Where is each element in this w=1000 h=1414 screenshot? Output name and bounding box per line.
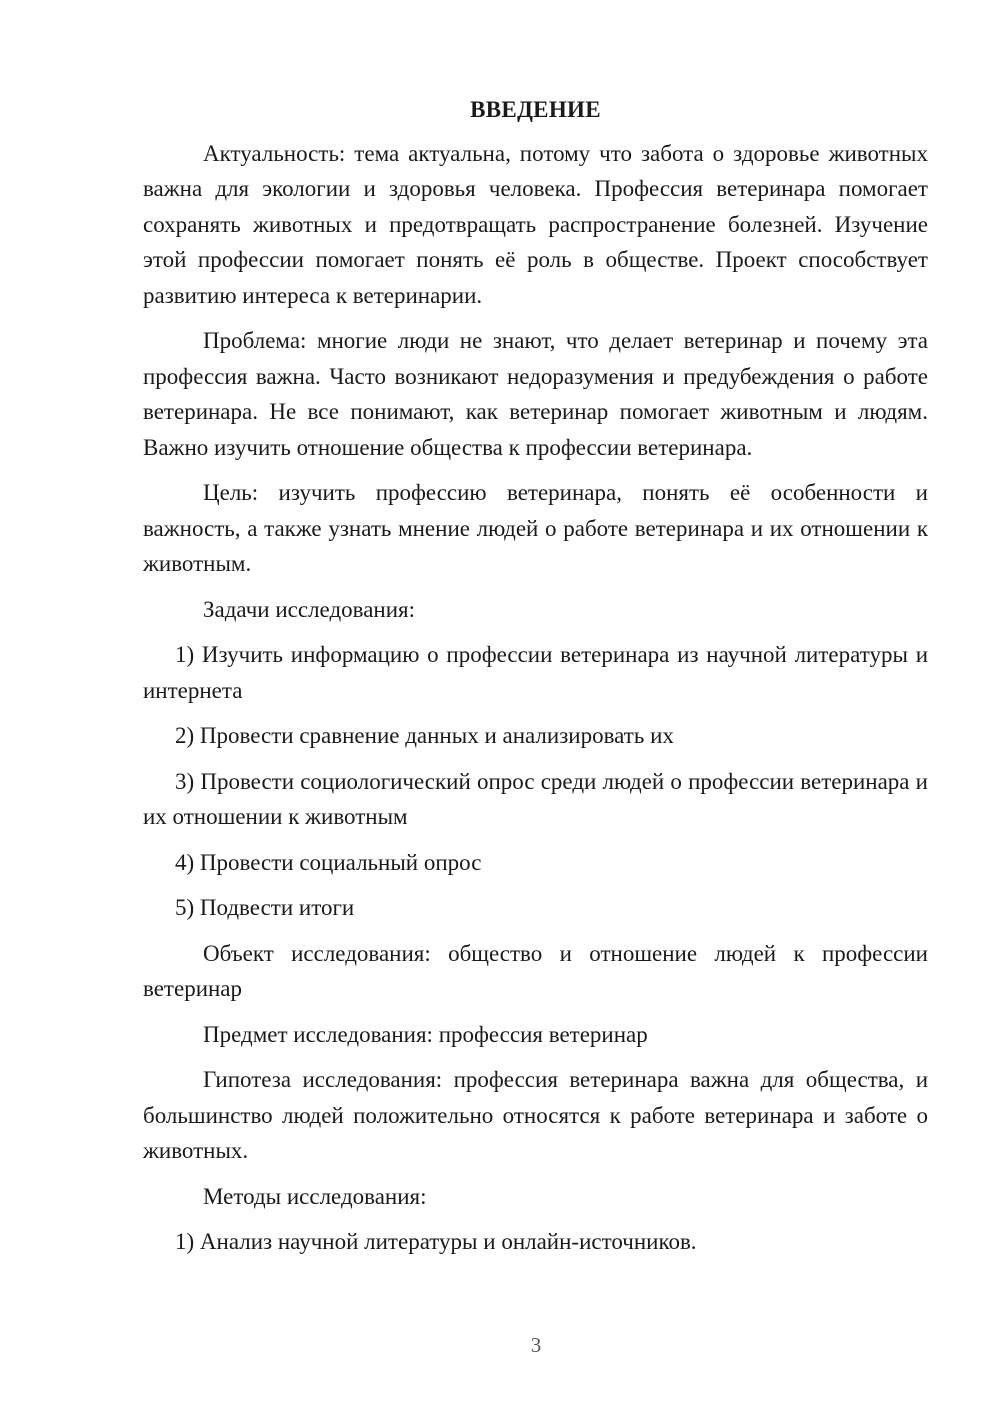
tasks-heading: Задачи исследования: xyxy=(203,596,416,622)
task-item-2: 2) Провести сравнение данных и анализировать их xyxy=(175,723,674,748)
relevance-paragraph: Актуальность: тема актуальна, потому что забота о здоровье животных важна для экологии и здоровья человека. Профессия ветеринара помогает сохранять животных и предотвращать распространение болезней. Изучение этой профессии помогает понять её роль в обществе. Проект способствует развитию интереса к ветеринарии. xyxy=(143,140,928,308)
method-item-1: 1) Анализ научной литературы и онлайн-источников. xyxy=(175,1229,697,1254)
problem-paragraph: Проблема: многие люди не знают, что делает ветеринар и почему эта профессия важна. Часто возникают недоразумения и предубеждения о работе ветеринара. Не все понимают, как ветеринар помогает животным и людям. Важно изучить отношение общества к профессии ветеринара. xyxy=(143,328,928,460)
hypothesis-paragraph: Гипотеза исследования: профессия ветеринара важна для общества, и большинство людей положительно относятся к работе ветеринара и заботе о животных. xyxy=(143,1067,928,1163)
document-page xyxy=(143,92,928,1270)
page-number: 3 xyxy=(530,1333,542,1357)
section-title: ВВЕДЕНИЕ xyxy=(470,97,601,122)
task-item-3: 3) Провести социологический опрос среди людей о профессии ветеринара и их отношении к животным xyxy=(143,768,928,829)
object-paragraph: Объект исследования: общество и отношение людей к профессии ветеринар xyxy=(143,940,928,1001)
task-item-5: 5) Подвести итоги xyxy=(175,895,355,920)
task-item-4: 4) Провести социальный опрос xyxy=(175,849,482,875)
methods-heading: Методы исследования: xyxy=(203,1183,427,1209)
task-item-1: 1) Изучить информацию о профессии ветеринара из научной литературы и интернета xyxy=(143,642,928,703)
goal-paragraph: Цель: изучить профессию ветеринара, понять её особенности и важность, а также узнать мнение людей о работе ветеринара и их отношении к животным. xyxy=(143,480,928,576)
subject-paragraph: Предмет исследования: профессия ветеринар xyxy=(203,1021,648,1047)
